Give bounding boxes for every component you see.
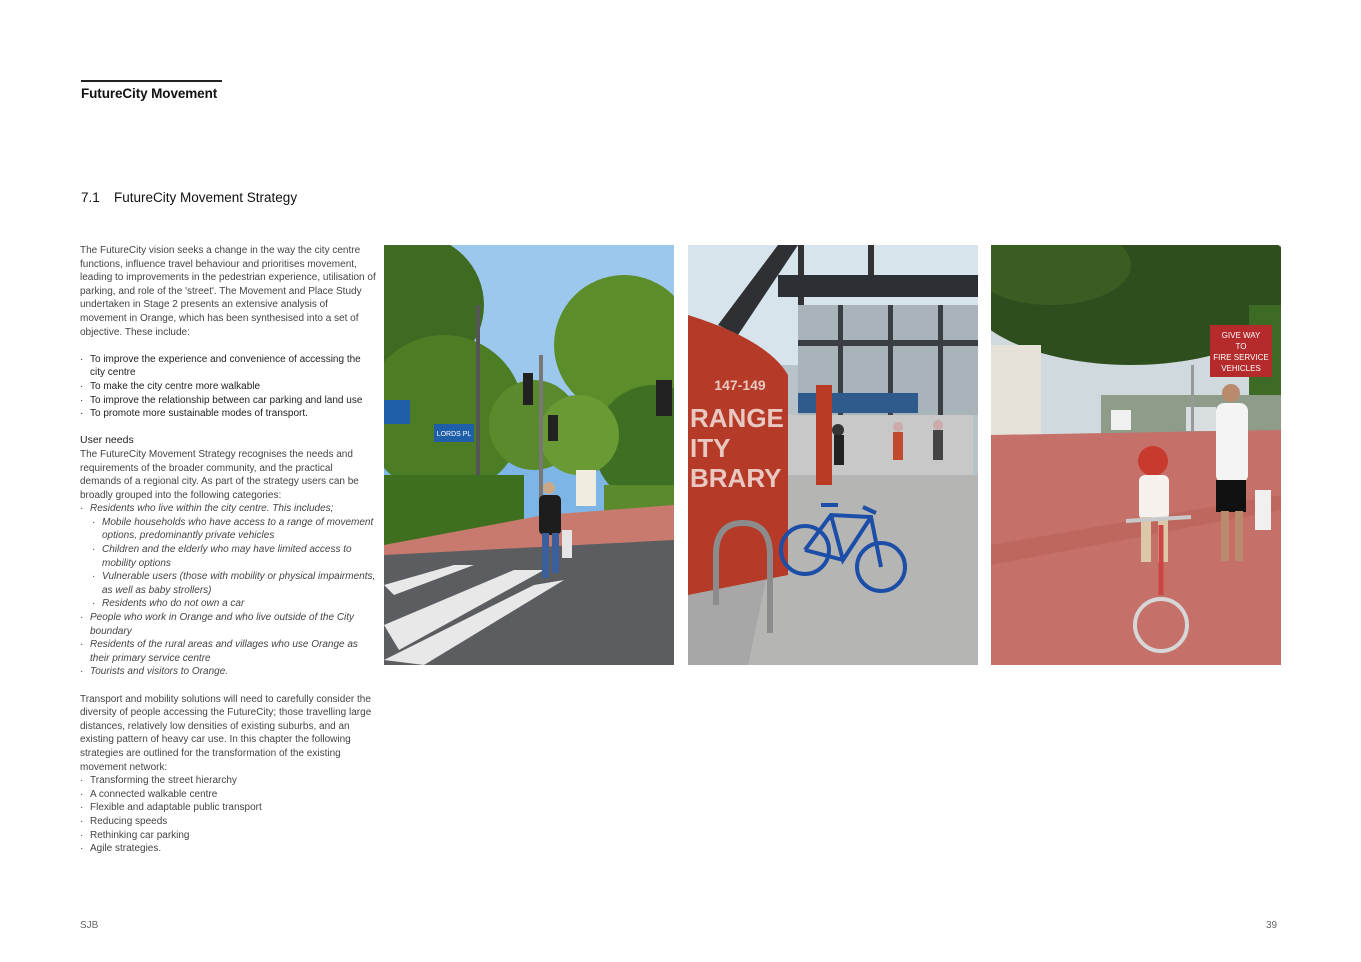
objectives-list: [80, 353, 376, 421]
list-item: [80, 502, 376, 611]
list-item: · Flexible and adaptable public transport: [80, 801, 376, 815]
list-item: · Reducing speeds: [80, 815, 376, 829]
chapter-title: FutureCity Movement Strategy: [114, 190, 298, 205]
list-item: · Children and the elderly who may have limited access to mobility options: [92, 543, 376, 570]
residents-item-text: Residents who live within the city centre. This includes;: [90, 503, 334, 515]
photo-street-crossing: [384, 245, 674, 665]
list-item: · Residents who do not own a car: [92, 597, 376, 611]
footer-left: SJB: [80, 920, 99, 931]
residents-sub-list: [90, 516, 376, 611]
list-item: · Rethinking car parking: [80, 829, 376, 843]
list-item: · To improve the relationship between car parking and land use: [80, 394, 376, 408]
solutions-paragraph: Transport and mobility solutions will need to carefully consider the diversity of people accessing the FutureCity; those travelling large distances, relatively low densities of existing suburbs, and an existing pattern of heavy car use. In this chapter the following strategies are outlined for the transformation of the existing movement network:: [80, 693, 372, 773]
fire-sign-line-4: VEHICLES: [1221, 364, 1261, 373]
library-sign-line-3: BRARY: [690, 463, 782, 493]
fire-sign-line-3: FIRE SERVICE: [1213, 353, 1269, 362]
street-sign-text: LORDS PL: [436, 431, 472, 438]
list-item: · Transforming the street hierarchy: [80, 774, 376, 788]
list-item: · Mobile households who have access to a range of movement options, predominantly private vehicles: [92, 516, 376, 543]
user-groups-list: [80, 502, 376, 679]
intro-paragraph: The FutureCity vision seeks a change in the way the city centre functions, influence travel behaviour and prioritises movement, leading to improvements in the pedestrian experience, utilisation of parking, and role of the 'street'. The Movement and Place Study undertaken in Stage 2 presents an extensive analysis of movement in Orange, which has been synthesised into a set of objective. These include:: [80, 245, 376, 338]
library-number-text: 147-149: [714, 377, 766, 393]
section-title: FutureCity Movement: [81, 86, 218, 101]
list-item: · People who work in Orange and who live outside of the City boundary: [80, 611, 376, 638]
list-item: · To improve the experience and convenience of accessing the city centre: [80, 353, 376, 380]
fire-sign-line-2: TO: [1235, 342, 1247, 351]
list-item: · To promote more sustainable modes of transport.: [80, 407, 376, 421]
list-item: · Tourists and visitors to Orange.: [80, 665, 376, 679]
chapter-heading: [81, 190, 297, 205]
photo-library-bike-rack: [688, 245, 978, 665]
user-needs-heading: User needs: [80, 434, 134, 447]
library-sign-line-1: RANGE: [690, 403, 784, 433]
list-item: · To make the city centre more walkable: [80, 380, 376, 394]
strategies-list: [80, 774, 376, 856]
photo-child-cycling: [991, 245, 1281, 665]
list-item: · A connected walkable centre: [80, 788, 376, 802]
library-sign-line-2: ITY: [690, 433, 731, 463]
body-column: [80, 244, 376, 856]
section-rule: [81, 80, 222, 82]
list-item: · Agile strategies.: [80, 842, 376, 856]
list-item: · Vulnerable users (those with mobility or physical impairments, as well as baby strollers): [92, 570, 376, 597]
user-needs-paragraph: The FutureCity Movement Strategy recognises the needs and requirements of the broader community, and the practical demands of a regional city. As part of the strategy users can be broadly grouped into the following categories:: [80, 448, 359, 501]
chapter-number: 7.1: [81, 190, 100, 205]
page-number: 39: [1266, 920, 1278, 931]
fire-sign-line-1: GIVE WAY: [1221, 331, 1261, 340]
list-item: · Residents of the rural areas and villages who use Orange as their primary service centre: [80, 638, 376, 665]
